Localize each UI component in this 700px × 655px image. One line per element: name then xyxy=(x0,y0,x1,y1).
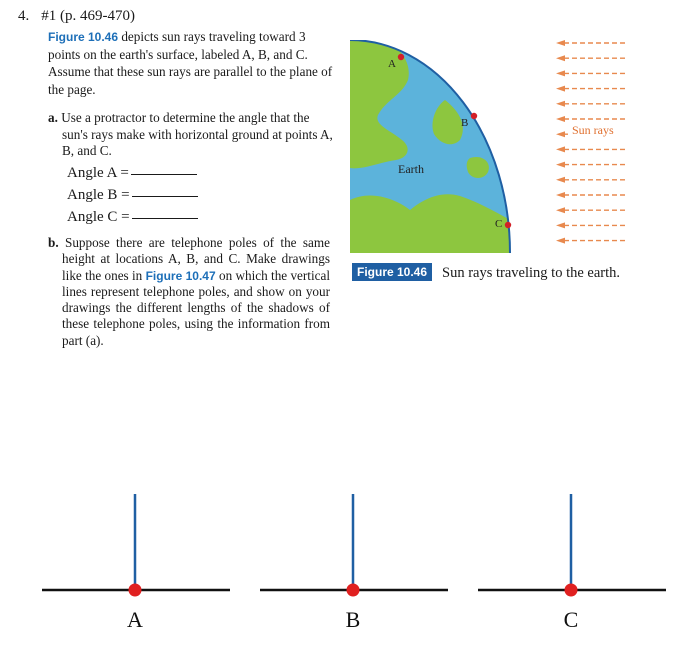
part-a-text: Use a protractor to determine the angle that the sun's rays make with horizontal ground at points A, B, and C. xyxy=(57,110,333,158)
pole-base-b xyxy=(347,584,360,597)
pole-drawing-b xyxy=(260,494,448,632)
sun-ray-arrowhead xyxy=(556,192,565,198)
pole-drawing-a xyxy=(42,494,230,632)
angle-c-row xyxy=(67,206,198,228)
telephone-pole-drawings xyxy=(0,480,700,655)
sun-rays xyxy=(556,40,626,244)
problem-number: 4. xyxy=(18,8,30,24)
figure-reference-link[interactable]: Figure 10.46 xyxy=(48,30,119,44)
part-b-letter: b. xyxy=(48,235,59,250)
point-b-label: B xyxy=(461,117,469,129)
earth-label: Earth xyxy=(398,162,424,176)
point-c-marker xyxy=(505,222,511,228)
point-a-marker xyxy=(398,54,404,60)
sun-ray-arrowhead xyxy=(556,70,565,76)
angle-b-blank[interactable] xyxy=(132,196,198,197)
figure-caption xyxy=(352,263,620,282)
point-c-label: C xyxy=(495,218,503,230)
sun-ray-arrowhead xyxy=(556,131,565,137)
problem-title: #1 (p. 469-470) xyxy=(41,8,135,24)
sun-ray-arrowhead xyxy=(556,146,565,152)
angle-a-label: Angle A = xyxy=(67,165,129,181)
sun-ray-arrowhead xyxy=(556,40,565,46)
angle-b-row xyxy=(67,184,198,206)
caption-text: Sun rays traveling to the earth. xyxy=(442,265,621,281)
figure-10-47-link[interactable]: Figure 10.47 xyxy=(145,268,216,283)
intro-text: depicts sun rays traveling toward 3 points on the earth's surface, labeled A, B, and C. Assume that these sun rays are parallel to the plane of the page. xyxy=(48,29,333,97)
sun-ray-arrowhead xyxy=(556,238,565,244)
sun-ray-arrowhead xyxy=(556,116,565,122)
part-a-letter: a. xyxy=(48,110,58,125)
earth-quadrant xyxy=(350,40,510,253)
pole-base-c xyxy=(565,584,578,597)
pole-label-b: B xyxy=(345,607,361,632)
caption-figure-tag: Figure 10.46 xyxy=(352,263,432,281)
part-b-text-after: on which the vertical lines represent telephone poles, and show on your drawings the different lengths of the shadows of these telephone poles, using the information from part (a). xyxy=(62,267,330,348)
angle-c-blank[interactable] xyxy=(132,218,198,219)
problem-header xyxy=(18,8,135,25)
pole-base-a xyxy=(129,584,142,597)
pole-drawing-c xyxy=(478,494,666,632)
sun-ray-arrowhead xyxy=(556,207,565,213)
sun-ray-arrowhead xyxy=(556,162,565,168)
pole-label-c: C xyxy=(563,607,579,632)
angle-c-label: Angle C = xyxy=(67,209,130,225)
angle-b-label: Angle B = xyxy=(67,187,130,203)
point-b-marker xyxy=(471,113,477,119)
sun-ray-arrowhead xyxy=(556,55,565,61)
angle-a-blank[interactable] xyxy=(131,174,197,175)
sun-ray-arrowhead xyxy=(556,86,565,92)
sun-ray-arrowhead xyxy=(556,101,565,107)
part-b-text-before: Suppose there are telephone poles of the same height at locations A, B, and C. Make drawings like the ones in xyxy=(58,235,330,283)
sun-rays-figure xyxy=(350,40,650,255)
angle-a-row xyxy=(67,162,198,184)
sun-ray-arrowhead xyxy=(556,177,565,183)
part-b-question xyxy=(48,235,330,349)
sun-ray-arrowhead xyxy=(556,222,565,228)
angle-answers xyxy=(67,162,198,228)
part-a-question xyxy=(48,110,338,160)
point-a-label: A xyxy=(388,58,396,70)
pole-label-a: A xyxy=(127,607,143,632)
sun-rays-label: Sun rays xyxy=(572,123,614,137)
intro-paragraph xyxy=(48,28,338,98)
